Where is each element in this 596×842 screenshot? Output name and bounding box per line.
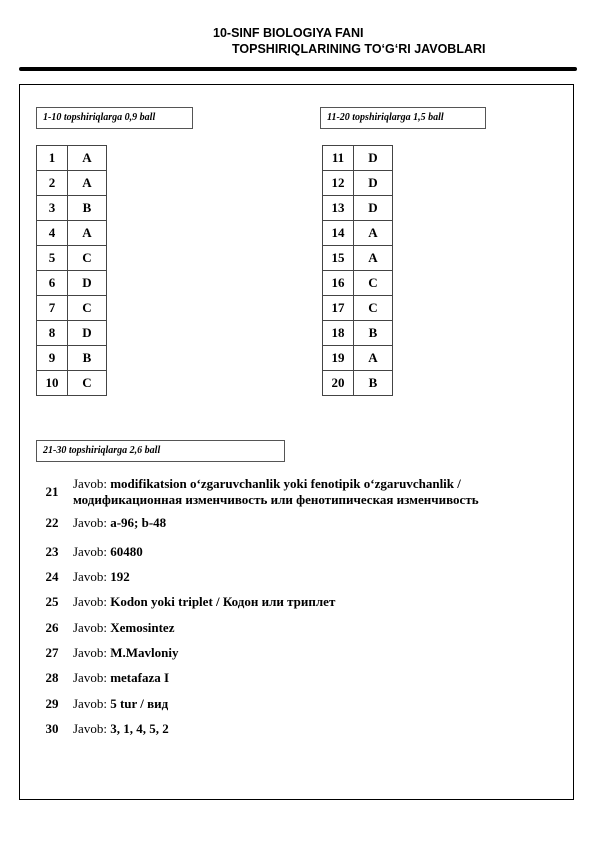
answer-text [73, 544, 563, 560]
table-row [323, 271, 393, 296]
table-row [323, 346, 393, 371]
question-number: 17 [323, 296, 354, 321]
question-number: 3 [37, 196, 68, 221]
answer-letter: A [68, 171, 107, 196]
table-row [37, 371, 107, 396]
question-number: 22 [45, 515, 59, 530]
question-number: 9 [37, 346, 68, 371]
answer-value: 5 tur / вид [110, 696, 169, 711]
question-number: 15 [323, 246, 354, 271]
answers-table-1-10 [36, 145, 107, 396]
answer-value: Xemosintez [110, 620, 175, 635]
table-row [37, 271, 107, 296]
table-row [37, 196, 107, 221]
answer-letter: C [68, 371, 107, 396]
table-row [37, 171, 107, 196]
answer-text [73, 696, 563, 712]
answer-letter: C [354, 296, 393, 321]
answer-prefix: Javob: [73, 721, 107, 736]
answer-text [73, 594, 563, 610]
question-number: 19 [323, 346, 354, 371]
answer-letter: A [354, 221, 393, 246]
answer-letter: D [68, 271, 107, 296]
answer-prefix: Javob: [73, 645, 107, 660]
question-number: 29 [45, 696, 59, 711]
question-number: 8 [37, 321, 68, 346]
question-number: 10 [37, 371, 68, 396]
answer-value: Kodon yoki triplet / Кодон или триплет [110, 594, 336, 609]
question-number: 21 [45, 484, 59, 499]
table-row [323, 171, 393, 196]
answer-value: M.Mavloniy [110, 645, 179, 660]
table-row [37, 146, 107, 171]
question-number: 20 [323, 371, 354, 396]
answer-letter: A [68, 221, 107, 246]
question-number: 26 [45, 620, 59, 635]
question-number: 25 [45, 594, 59, 609]
answer-letter: A [354, 346, 393, 371]
answer-letter: D [354, 171, 393, 196]
answer-text [73, 569, 563, 585]
table-row [37, 221, 107, 246]
answer-prefix: Javob: [73, 594, 107, 609]
table-row [323, 146, 393, 171]
answer-letter: D [354, 146, 393, 171]
answer-text [73, 476, 563, 508]
answer-letter: D [68, 321, 107, 346]
table-row [323, 246, 393, 271]
answer-prefix: Javob: [73, 670, 107, 685]
answer-letter: B [354, 371, 393, 396]
question-number: 23 [45, 544, 59, 559]
table-row [37, 246, 107, 271]
question-number: 12 [323, 171, 354, 196]
answer-letter: C [68, 246, 107, 271]
answer-letter: A [68, 146, 107, 171]
answer-value: metafaza I [110, 670, 170, 685]
table-row [323, 296, 393, 321]
answer-prefix: Javob: [73, 515, 107, 530]
question-number: 5 [37, 246, 68, 271]
question-number: 27 [45, 645, 59, 660]
answer-value: 192 [110, 569, 130, 584]
section1-label: 1-10 topshiriqlarga 0,9 ball [36, 107, 193, 129]
answer-text [73, 721, 563, 737]
answer-text [73, 645, 563, 661]
section3-label: 21-30 topshiriqlarga 2,6 ball [36, 440, 285, 462]
answer-value: 60480 [110, 544, 143, 559]
answer-prefix: Javob: [73, 569, 107, 584]
answers-table-11-20 [322, 145, 393, 396]
answer-prefix: Javob: [73, 696, 107, 711]
table-row [323, 221, 393, 246]
answer-value: 3, 1, 4, 5, 2 [110, 721, 169, 736]
answer-text [73, 515, 563, 531]
title-divider [19, 67, 577, 71]
table-row [323, 321, 393, 346]
question-number: 2 [37, 171, 68, 196]
question-number: 11 [323, 146, 354, 171]
answer-letter: D [354, 196, 393, 221]
question-number: 16 [323, 271, 354, 296]
answer-letter: B [68, 196, 107, 221]
question-number: 1 [37, 146, 68, 171]
table-row [323, 371, 393, 396]
question-number: 24 [45, 569, 59, 584]
page-title-line1: 10-SINF BIOLOGIYA FANI [213, 26, 364, 40]
answer-letter: B [354, 321, 393, 346]
table-row [37, 321, 107, 346]
table-row [323, 196, 393, 221]
answer-value: modifikatsion o‘zgaruvchanlik yoki fenotipik o‘zgaruvchanlik / модификационная изменчивость или фенотипическая изменчивость [73, 476, 479, 507]
answer-letter: A [354, 246, 393, 271]
answer-prefix: Javob: [73, 476, 107, 491]
question-number: 13 [323, 196, 354, 221]
answer-text [73, 620, 563, 636]
answer-letter: C [354, 271, 393, 296]
table-row [37, 296, 107, 321]
table-row [37, 346, 107, 371]
answer-letter: C [68, 296, 107, 321]
question-number: 30 [45, 721, 59, 736]
question-number: 7 [37, 296, 68, 321]
answer-prefix: Javob: [73, 620, 107, 635]
question-number: 14 [323, 221, 354, 246]
section2-label: 11-20 topshiriqlarga 1,5 ball [320, 107, 486, 129]
answer-text [73, 670, 563, 686]
answer-prefix: Javob: [73, 544, 107, 559]
page-title-line2: TOPSHIRIQLARINING TO‘G‘RI JAVOBLARI [232, 42, 486, 56]
question-number: 4 [37, 221, 68, 246]
question-number: 28 [45, 670, 59, 685]
question-number: 6 [37, 271, 68, 296]
question-number: 18 [323, 321, 354, 346]
answer-letter: B [68, 346, 107, 371]
answer-value: a-96; b-48 [110, 515, 167, 530]
